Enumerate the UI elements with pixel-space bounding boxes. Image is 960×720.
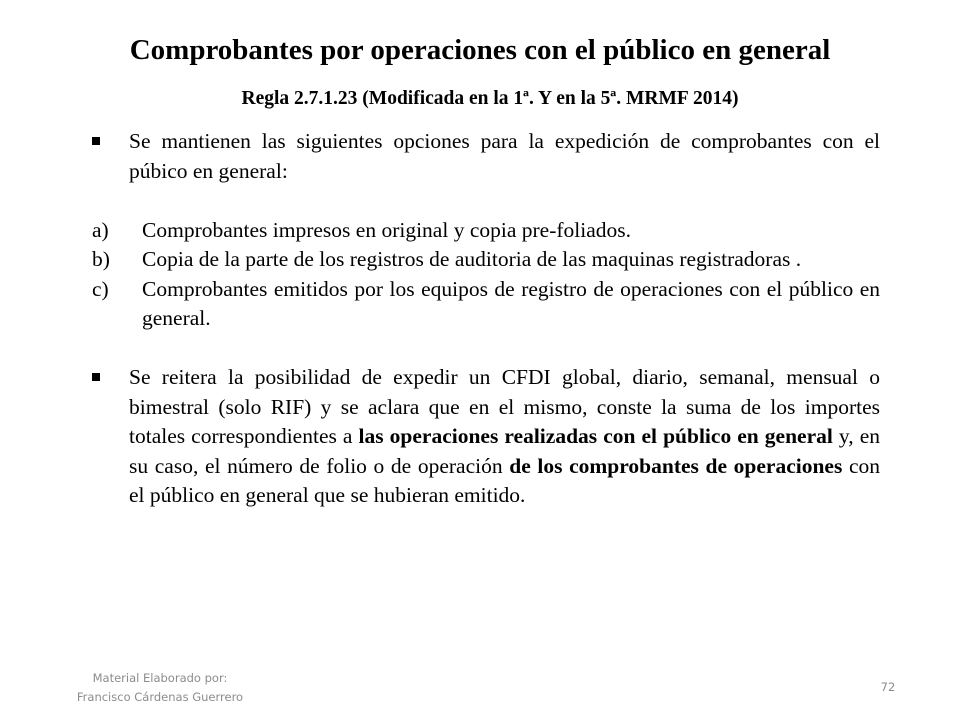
list-label: b) [92,247,110,271]
bullet-options-intro [92,127,880,186]
list-item-b [92,245,880,275]
list-text: Comprobantes impresos en original y copia pre-foliados. [142,217,632,242]
bullet-bold-operaciones: las operaciones realizadas con el público en general [358,424,833,448]
spacer [92,334,880,364]
bullet-text-part1: Se reitera la posibilidad de expedir un CFDI global, diario, semanal, mensual o bimestral (solo RIF) y se aclara que en el mismo, conste la suma de los importes totales correspondientes a [129,365,880,448]
list-label: a) [92,217,109,242]
slide-subtitle: Regla 2.7.1.23 (Modificada en la 1ª. Y en la 5ª. MRMF 2014) [241,88,739,109]
page-number: 72 [880,680,896,694]
square-bullet-icon [92,137,100,145]
slide-body [92,127,880,511]
author-credit [60,669,260,707]
bullet-text-part3: con el público en general que se hubieran emitido. [129,453,880,507]
slide-title: Comprobantes por operaciones con el público en general [129,34,831,66]
spacer [92,186,880,216]
list-text: Comprobantes emitidos por los equipos de registro de operaciones con el público en general. [142,276,880,330]
bullet-text-part2: y, en su caso, el número de folio o de operación [129,424,881,478]
bullet-text: Se mantienen las siguientes opciones para la expedición de comprobantes con el púbico en general: [129,129,880,183]
list-item-a [92,216,880,246]
list-label: c) [92,276,109,301]
list-item-c [92,275,880,334]
bullet-cfdi-global [92,363,880,511]
credit-line-1: Material Elaborado por: [92,671,228,685]
square-bullet-icon [92,373,100,381]
credit-line-2: Francisco Cárdenas Guerrero [76,690,244,704]
bullet-bold-comprobantes: de los comprobantes de operaciones [509,453,843,478]
list-text: Copia de la parte de los registros de auditoria de las maquinas registradoras . [142,247,802,271]
